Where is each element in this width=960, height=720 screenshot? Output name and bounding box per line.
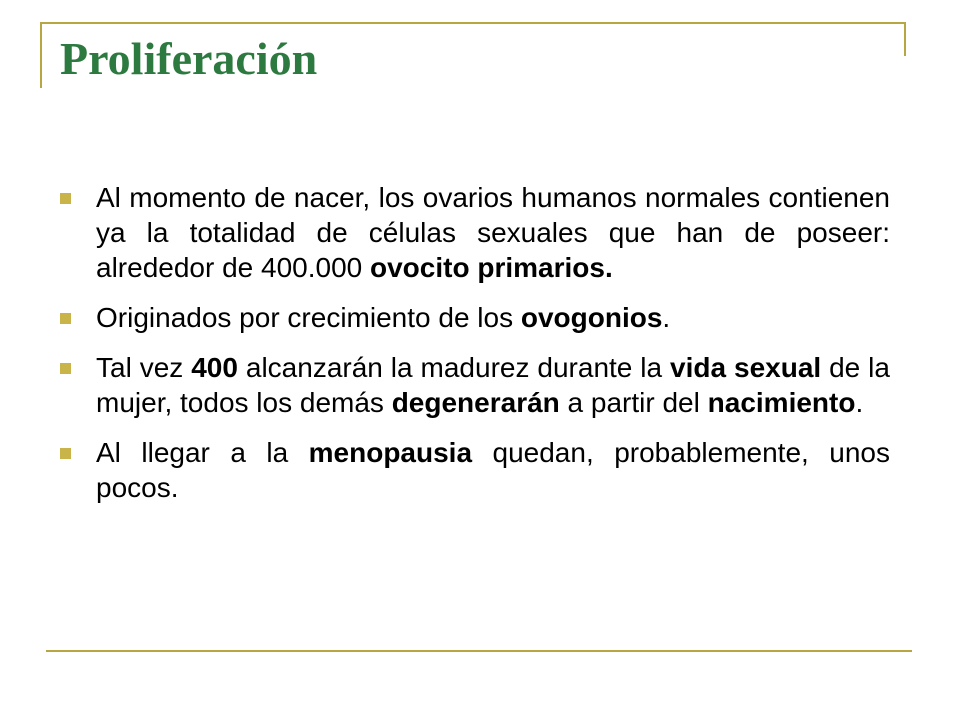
text-segment: . xyxy=(662,302,671,333)
slide-title: Proliferación xyxy=(60,33,318,84)
text-segment: Al momento de nacer, los ovarios humanos normales contienen ya la totalidad de células sexuales que han de poseer: alrededor de 400.000 xyxy=(96,182,890,283)
bold-text: 400 xyxy=(191,352,238,383)
bullet-item xyxy=(60,435,890,505)
text-segment: de la mujer, todos los demás xyxy=(96,352,890,418)
bold-text: nacimiento xyxy=(707,387,856,418)
frame-bottom-line xyxy=(46,650,912,652)
text-segment: Originados por crecimiento de los xyxy=(96,302,521,333)
frame-left-line xyxy=(40,22,42,88)
square-bullet-icon xyxy=(60,313,71,324)
frame-top-line xyxy=(40,22,904,24)
bold-text: ovogonios xyxy=(520,302,663,333)
bold-text: ovocito primarios. xyxy=(370,252,613,283)
text-segment: Al llegar a la xyxy=(96,437,309,468)
text-segment: Tal vez xyxy=(96,352,192,383)
text-segment: alcanzarán la madurez durante la xyxy=(237,352,671,383)
bullet-item xyxy=(60,350,890,420)
text-segment: a partir del xyxy=(559,387,708,418)
bold-text: menopausia xyxy=(308,437,473,468)
text-segment: . xyxy=(855,387,864,418)
text-segment: quedan, probablemente, unos pocos. xyxy=(96,437,890,503)
square-bullet-icon xyxy=(60,193,71,204)
bold-text: vida sexual xyxy=(670,352,822,383)
bullet-item xyxy=(60,300,890,335)
bullet-item xyxy=(60,180,890,285)
square-bullet-icon xyxy=(60,363,71,374)
bullet-list xyxy=(60,180,890,520)
bold-text: degenerarán xyxy=(391,387,560,418)
frame-right-line xyxy=(904,22,906,56)
square-bullet-icon xyxy=(60,448,71,459)
